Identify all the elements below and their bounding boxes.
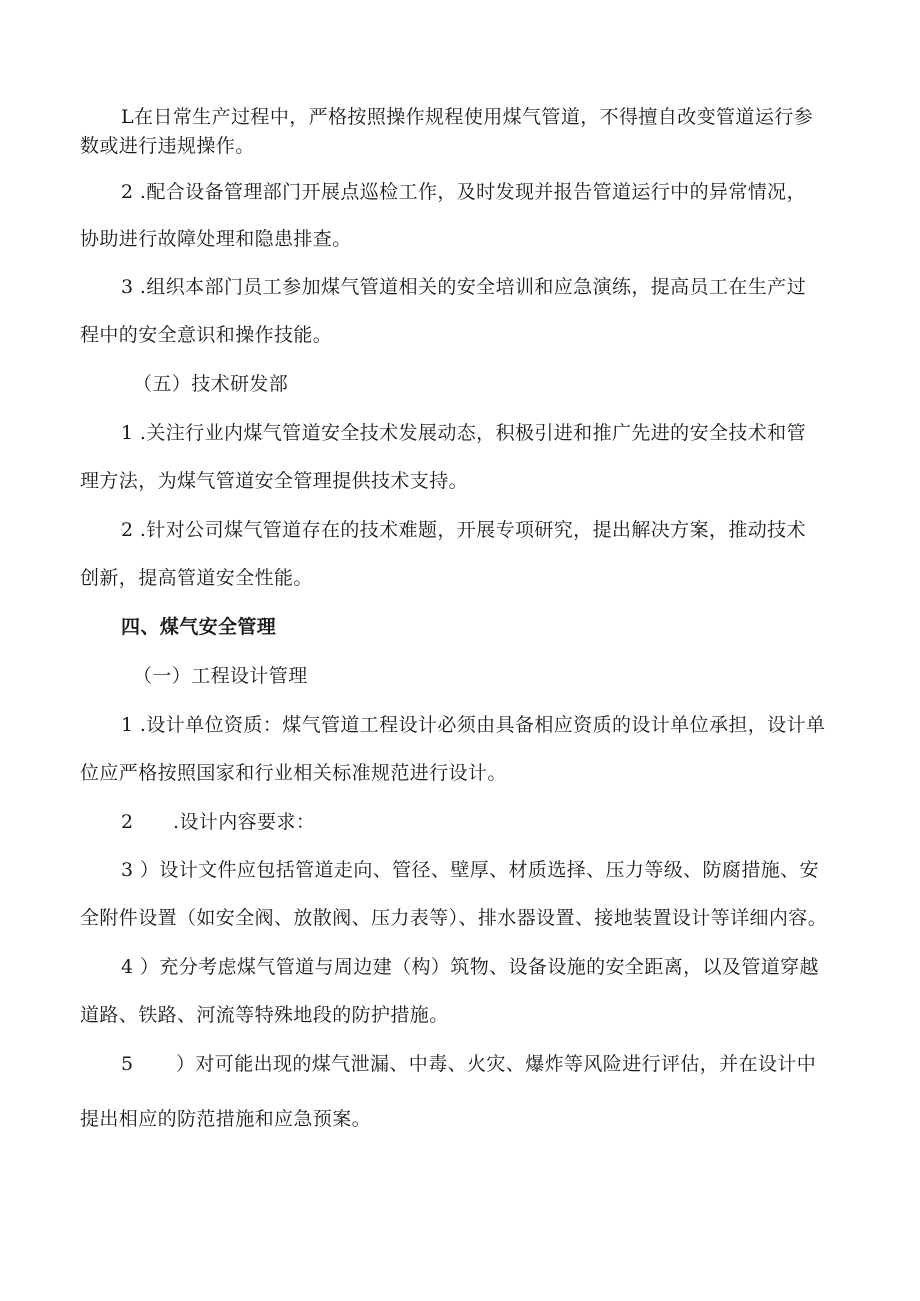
paragraph-line: 2 .配合设备管理部门开展点巡检工作，及时发现并报告管道运行中的异常情况，: [121, 181, 806, 203]
paragraph-line: 数或进行违规操作。: [80, 135, 255, 157]
paragraph-line: 道路、铁路、河流等特殊地段的防护措施。: [80, 1004, 449, 1026]
paragraph-line: 3 ）设计文件应包括管道走向、管径、壁厚、材质选择、压力等级、防腐措施、安: [121, 859, 819, 881]
list-number: 2: [121, 811, 134, 833]
paragraph-line: .设计内容要求：: [173, 811, 316, 833]
paragraph-line: 理方法，为煤气管道安全管理提供技术支持。: [80, 470, 469, 492]
list-number: 5: [121, 1053, 134, 1075]
paragraph-line: 创新，提高管道安全性能。: [80, 567, 313, 589]
paragraph-line: 位应严格按照国家和行业相关标准规范进行设计。: [80, 762, 507, 784]
paragraph-line: L在日常生产过程中，严格按照操作规程使用煤气管道，不得擅自改变管道运行参: [121, 106, 814, 128]
paragraph-line: 1 .关注行业内煤气管道安全技术发展动态，积极引进和推广先进的安全技术和管: [121, 422, 806, 444]
paragraph-line: 2 .针对公司煤气管道存在的技术难题，开展专项研究，提出解决方案，推动技术: [121, 519, 806, 541]
paragraph-line: 程中的安全意识和操作技能。: [80, 324, 333, 346]
paragraph-line: 提出相应的防范措施和应急预案。: [80, 1108, 372, 1130]
subsection-heading: （一）工程设计管理: [133, 665, 308, 687]
paragraph-line: 3 .组织本部门员工参加煤气管道相关的安全培训和应急演练，提高员工在生产过: [121, 276, 806, 298]
paragraph-line: 1 .设计单位资质：煤气管道工程设计必须由具备相应资质的设计单位承担，设计单: [121, 714, 826, 736]
paragraph-line: ）对可能出现的煤气泄漏、中毒、火灾、爆炸等风险进行评估，并在设计中: [176, 1053, 817, 1075]
paragraph-line: 全附件设置（如安全阀、放散阀、压力表等）、排水器设置、接地装置设计等详细内容。: [80, 907, 828, 929]
section-heading: 四、煤气安全管理: [121, 616, 277, 638]
subsection-heading: （五）技术研发部: [133, 373, 289, 395]
paragraph-line: 4 ）充分考虑煤气管道与周边建（构）筑物、设备设施的安全距离，以及管道穿越: [121, 956, 819, 978]
paragraph-line: 协助进行故障处理和隐患排查。: [80, 228, 352, 250]
